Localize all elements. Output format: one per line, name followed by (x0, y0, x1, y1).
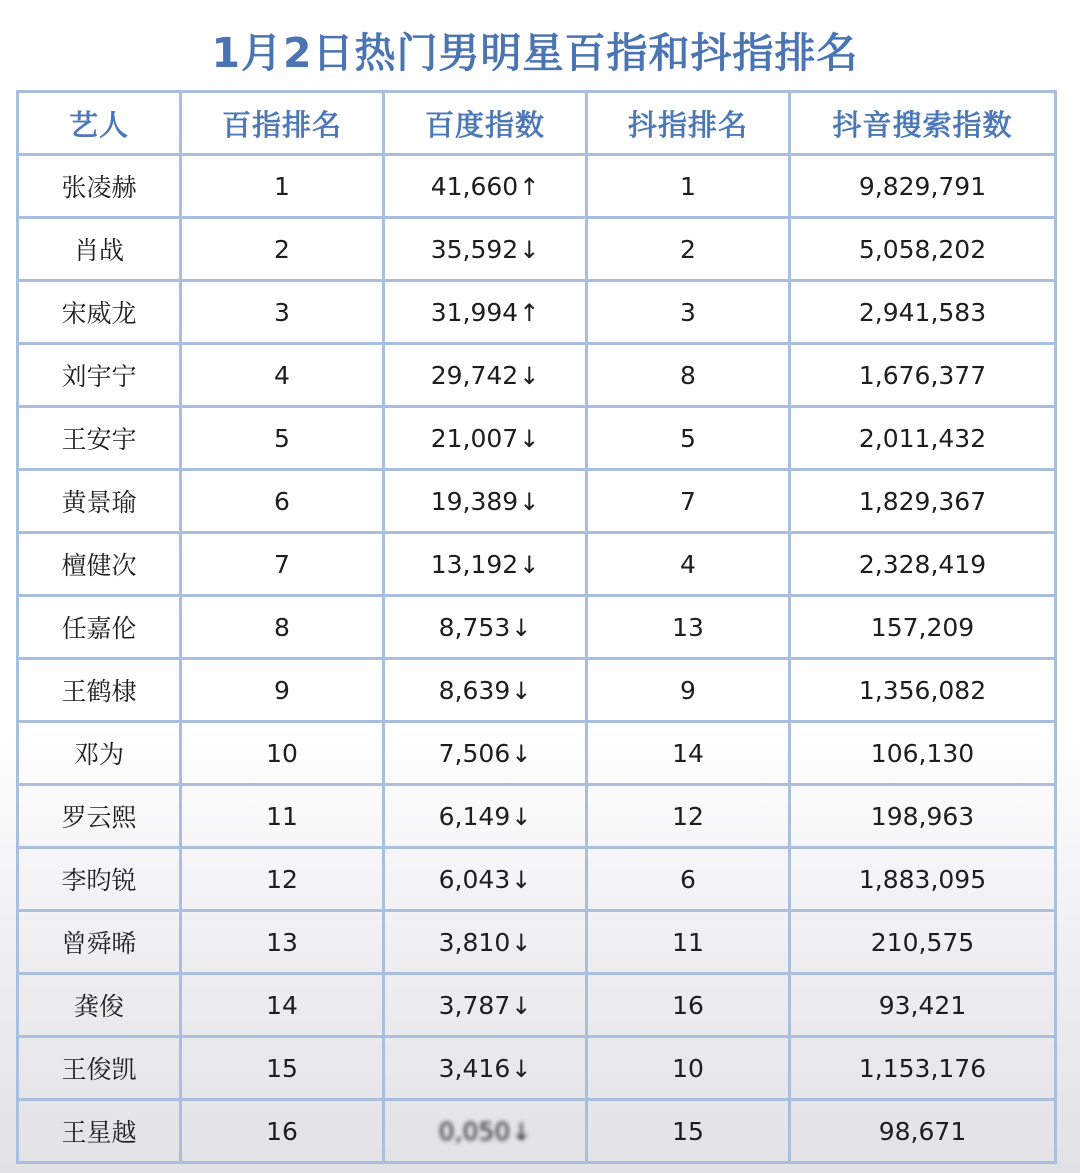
cell-artist: 张凌赫 (18, 155, 181, 218)
cell-baidu-index (384, 785, 587, 848)
trend-arrow-icon: ↓ (519, 487, 540, 516)
cell-baidu-index (384, 344, 587, 407)
baidu-index-value: 41,660 (430, 171, 519, 201)
cell-baidu-index (384, 281, 587, 344)
cell-baidu-index (384, 407, 587, 470)
table-row (18, 974, 1056, 1037)
cell-baidu-rank: 12 (181, 848, 384, 911)
cell-douyin-rank: 3 (587, 281, 790, 344)
cell-douyin-index: 2,328,419 (790, 533, 1056, 596)
baidu-index-value: 35,592 (430, 234, 519, 264)
cell-baidu-index (384, 470, 587, 533)
table-row (18, 659, 1056, 722)
cell-artist: 黄景瑜 (18, 470, 181, 533)
cell-douyin-rank: 16 (587, 974, 790, 1037)
table-row (18, 722, 1056, 785)
trend-arrow-icon: ↓ (511, 1054, 532, 1083)
baidu-index-value: 3,416 (438, 1053, 511, 1083)
trend-arrow-icon: ↓ (519, 361, 540, 390)
cell-douyin-index: 2,941,583 (790, 281, 1056, 344)
baidu-index-value: 21,007 (430, 423, 519, 453)
baidu-index-value: 3,787 (438, 990, 511, 1020)
cell-baidu-rank: 1 (181, 155, 384, 218)
trend-arrow-icon: ↓ (519, 550, 540, 579)
cell-douyin-rank: 11 (587, 911, 790, 974)
trend-arrow-icon: ↓ (511, 928, 532, 957)
table-row (18, 848, 1056, 911)
table-row (18, 596, 1056, 659)
cell-douyin-rank: 7 (587, 470, 790, 533)
cell-douyin-index: 198,963 (790, 785, 1056, 848)
header-baidu-rank: 百指排名 (181, 92, 384, 155)
cell-artist: 李昀锐 (18, 848, 181, 911)
cell-douyin-index: 93,421 (790, 974, 1056, 1037)
trend-arrow-icon: ↓ (511, 991, 532, 1020)
baidu-index-value: 8,753 (438, 612, 511, 642)
cell-artist: 王安宇 (18, 407, 181, 470)
cell-artist: 罗云熙 (18, 785, 181, 848)
trend-arrow-icon: ↓ (511, 865, 532, 894)
cell-baidu-rank: 8 (181, 596, 384, 659)
ranking-table (16, 90, 1057, 1164)
trend-arrow-icon: ↓ (519, 424, 540, 453)
cell-douyin-index: 106,130 (790, 722, 1056, 785)
cell-artist: 王鹤棣 (18, 659, 181, 722)
cell-baidu-rank: 7 (181, 533, 384, 596)
cell-douyin-index: 9,829,791 (790, 155, 1056, 218)
baidu-index-value: 13,192 (430, 549, 519, 579)
table-row (18, 344, 1056, 407)
cell-artist: 王星越 (18, 1100, 181, 1163)
trend-arrow-icon: ↓ (511, 613, 532, 642)
cell-douyin-rank: 12 (587, 785, 790, 848)
cell-baidu-rank: 11 (181, 785, 384, 848)
table-row (18, 155, 1056, 218)
cell-baidu-index (384, 533, 587, 596)
cell-douyin-rank: 4 (587, 533, 790, 596)
cell-douyin-index: 2,011,432 (790, 407, 1056, 470)
cell-baidu-rank: 6 (181, 470, 384, 533)
cell-douyin-rank: 2 (587, 218, 790, 281)
cell-douyin-index: 5,058,202 (790, 218, 1056, 281)
cell-douyin-rank: 15 (587, 1100, 790, 1163)
trend-arrow-icon: ↑ (519, 298, 540, 327)
table-header (18, 92, 1056, 155)
cell-artist: 刘宇宁 (18, 344, 181, 407)
trend-arrow-icon: ↓ (511, 802, 532, 831)
cell-artist: 邓为 (18, 722, 181, 785)
cell-baidu-rank: 3 (181, 281, 384, 344)
cell-artist: 王俊凯 (18, 1037, 181, 1100)
cell-baidu-rank: 13 (181, 911, 384, 974)
cell-baidu-index (384, 659, 587, 722)
table-row (18, 911, 1056, 974)
trend-arrow-icon: ↓ (511, 1117, 532, 1146)
cell-douyin-index: 1,883,095 (790, 848, 1056, 911)
cell-artist: 檀健次 (18, 533, 181, 596)
header-row (18, 92, 1056, 155)
cell-artist: 肖战 (18, 218, 181, 281)
cell-artist: 宋威龙 (18, 281, 181, 344)
cell-baidu-rank: 2 (181, 218, 384, 281)
cell-baidu-index (384, 596, 587, 659)
header-baidu-index: 百度指数 (384, 92, 587, 155)
baidu-index-value: 3,810 (438, 927, 511, 957)
cell-douyin-index: 1,153,176 (790, 1037, 1056, 1100)
table-row (18, 407, 1056, 470)
trend-arrow-icon: ↓ (511, 739, 532, 768)
cell-douyin-index: 157,209 (790, 596, 1056, 659)
page-title: 1月2日热门男明星百指和抖指排名 (211, 29, 859, 77)
table-body (18, 155, 1056, 1163)
table-row (18, 218, 1056, 281)
cell-baidu-rank: 10 (181, 722, 384, 785)
cell-douyin-index: 98,671 (790, 1100, 1056, 1163)
trend-arrow-icon: ↓ (519, 235, 540, 264)
cell-baidu-rank: 16 (181, 1100, 384, 1163)
cell-douyin-rank: 10 (587, 1037, 790, 1100)
header-douyin-rank: 抖指排名 (587, 92, 790, 155)
table-row (18, 785, 1056, 848)
cell-baidu-index (384, 155, 587, 218)
baidu-index-value: 29,742 (430, 360, 519, 390)
cell-douyin-index: 1,676,377 (790, 344, 1056, 407)
cell-baidu-index (384, 1037, 587, 1100)
baidu-index-value: 0,050 (438, 1116, 511, 1146)
table-row (18, 533, 1056, 596)
baidu-index-value: 8,639 (438, 675, 511, 705)
header-douyin-index: 抖音搜索指数 (790, 92, 1056, 155)
table-row (18, 281, 1056, 344)
cell-douyin-rank: 9 (587, 659, 790, 722)
cell-baidu-index (384, 911, 587, 974)
cell-baidu-rank: 14 (181, 974, 384, 1037)
cell-douyin-rank: 8 (587, 344, 790, 407)
cell-baidu-index (384, 1100, 587, 1163)
header-artist: 艺人 (18, 92, 181, 155)
cell-baidu-index (384, 848, 587, 911)
trend-arrow-icon: ↑ (519, 172, 540, 201)
cell-douyin-index: 1,356,082 (790, 659, 1056, 722)
table-row (18, 1037, 1056, 1100)
table-row (18, 470, 1056, 533)
cell-artist: 曾舜晞 (18, 911, 181, 974)
cell-douyin-rank: 5 (587, 407, 790, 470)
cell-douyin-rank: 1 (587, 155, 790, 218)
cell-baidu-rank: 4 (181, 344, 384, 407)
baidu-index-value: 7,506 (438, 738, 511, 768)
trend-arrow-icon: ↓ (511, 676, 532, 705)
baidu-index-value: 19,389 (430, 486, 519, 516)
baidu-index-value: 6,043 (438, 864, 511, 894)
cell-artist: 任嘉伦 (18, 596, 181, 659)
table-row (18, 1100, 1056, 1163)
cell-baidu-index (384, 218, 587, 281)
cell-baidu-rank: 5 (181, 407, 384, 470)
cell-baidu-rank: 9 (181, 659, 384, 722)
baidu-index-value: 6,149 (438, 801, 511, 831)
baidu-index-value: 31,994 (430, 297, 519, 327)
cell-baidu-index (384, 722, 587, 785)
cell-douyin-index: 1,829,367 (790, 470, 1056, 533)
cell-douyin-index: 210,575 (790, 911, 1056, 974)
cell-douyin-rank: 13 (587, 596, 790, 659)
cell-baidu-index (384, 974, 587, 1037)
cell-baidu-rank: 15 (181, 1037, 384, 1100)
cell-douyin-rank: 14 (587, 722, 790, 785)
cell-douyin-rank: 6 (587, 848, 790, 911)
cell-artist: 龚俊 (18, 974, 181, 1037)
